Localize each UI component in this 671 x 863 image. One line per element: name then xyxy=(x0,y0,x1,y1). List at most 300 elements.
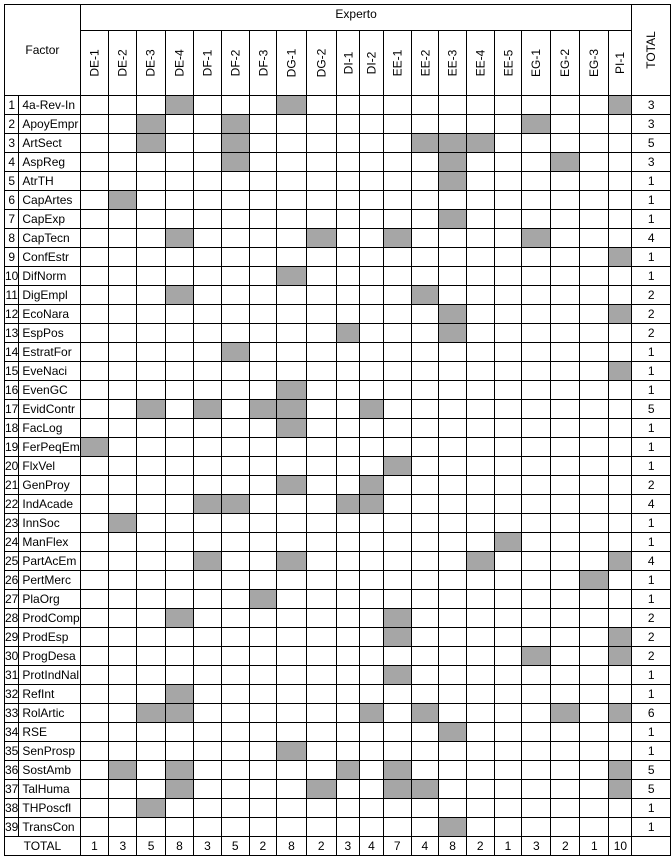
empty-cell xyxy=(336,305,360,324)
empty-cell xyxy=(194,723,222,742)
marked-cell xyxy=(306,780,336,799)
empty-cell xyxy=(551,571,580,590)
empty-cell xyxy=(165,419,193,438)
empty-cell xyxy=(194,742,222,761)
empty-cell xyxy=(165,514,193,533)
empty-cell xyxy=(466,799,494,818)
table-row xyxy=(5,723,671,742)
expert-code-label: EE-5 xyxy=(500,49,515,77)
empty-cell xyxy=(194,286,222,305)
empty-cell xyxy=(194,96,222,115)
marked-cell xyxy=(411,286,439,305)
empty-cell xyxy=(551,666,580,685)
empty-cell xyxy=(522,704,551,723)
empty-cell xyxy=(609,134,632,153)
empty-cell xyxy=(137,609,165,628)
empty-cell xyxy=(277,438,307,457)
factor-name: EspPos xyxy=(19,324,80,343)
empty-cell xyxy=(411,799,439,818)
row-total: 5 xyxy=(632,761,671,780)
empty-cell xyxy=(306,286,336,305)
empty-cell xyxy=(609,723,632,742)
empty-cell xyxy=(609,400,632,419)
empty-cell xyxy=(277,590,307,609)
empty-cell xyxy=(80,267,108,286)
factor-name: EvidContr xyxy=(19,400,80,419)
empty-cell xyxy=(494,761,522,780)
empty-cell xyxy=(336,267,360,286)
empty-cell xyxy=(277,799,307,818)
empty-cell xyxy=(411,818,439,837)
empty-cell xyxy=(109,590,137,609)
empty-cell xyxy=(383,476,411,495)
empty-cell xyxy=(137,685,165,704)
empty-cell xyxy=(221,419,249,438)
empty-cell xyxy=(109,134,137,153)
empty-cell xyxy=(466,324,494,343)
factor-number: 13 xyxy=(5,324,19,343)
empty-cell xyxy=(580,191,609,210)
empty-cell xyxy=(165,647,193,666)
empty-cell xyxy=(522,400,551,419)
empty-cell xyxy=(277,495,307,514)
factor-number: 35 xyxy=(5,742,19,761)
empty-cell xyxy=(411,172,439,191)
empty-cell xyxy=(80,343,108,362)
empty-cell xyxy=(336,343,360,362)
empty-cell xyxy=(194,799,222,818)
row-total: 2 xyxy=(632,305,671,324)
empty-cell xyxy=(80,685,108,704)
empty-cell xyxy=(466,495,494,514)
empty-cell xyxy=(221,457,249,476)
empty-cell xyxy=(137,495,165,514)
empty-cell xyxy=(494,723,522,742)
empty-cell xyxy=(109,647,137,666)
empty-cell xyxy=(580,362,609,381)
empty-cell xyxy=(249,115,277,134)
expert-column-header xyxy=(277,31,307,96)
empty-cell xyxy=(360,780,384,799)
empty-cell xyxy=(439,96,467,115)
factor-name: TransCon xyxy=(19,818,80,837)
empty-cell xyxy=(522,476,551,495)
table-row xyxy=(5,704,671,723)
empty-cell xyxy=(109,286,137,305)
empty-cell xyxy=(580,666,609,685)
empty-cell xyxy=(439,685,467,704)
empty-cell xyxy=(466,191,494,210)
empty-cell xyxy=(194,343,222,362)
row-total: 1 xyxy=(632,742,671,761)
empty-cell xyxy=(336,818,360,837)
table-row xyxy=(5,495,671,514)
empty-cell xyxy=(580,628,609,647)
empty-cell xyxy=(336,704,360,723)
empty-cell xyxy=(336,685,360,704)
empty-cell xyxy=(165,134,193,153)
empty-cell xyxy=(109,419,137,438)
empty-cell xyxy=(221,286,249,305)
empty-cell xyxy=(137,818,165,837)
marked-cell xyxy=(360,476,384,495)
empty-cell xyxy=(522,153,551,172)
factor-number: 24 xyxy=(5,533,19,552)
empty-cell xyxy=(306,590,336,609)
empty-cell xyxy=(439,400,467,419)
empty-cell xyxy=(551,476,580,495)
empty-cell xyxy=(336,362,360,381)
empty-cell xyxy=(551,818,580,837)
empty-cell xyxy=(494,799,522,818)
empty-cell xyxy=(360,172,384,191)
expert-column-header xyxy=(194,31,222,96)
empty-cell xyxy=(137,286,165,305)
marked-cell xyxy=(221,495,249,514)
marked-cell xyxy=(439,305,467,324)
empty-cell xyxy=(439,248,467,267)
table-row xyxy=(5,590,671,609)
empty-cell xyxy=(551,780,580,799)
empty-cell xyxy=(221,647,249,666)
factor-number: 34 xyxy=(5,723,19,742)
row-total: 4 xyxy=(632,229,671,248)
empty-cell xyxy=(466,96,494,115)
empty-cell xyxy=(466,172,494,191)
empty-cell xyxy=(249,799,277,818)
empty-cell xyxy=(306,666,336,685)
column-total: 3 xyxy=(336,837,360,856)
empty-cell xyxy=(137,533,165,552)
table-row xyxy=(5,115,671,134)
empty-cell xyxy=(109,685,137,704)
empty-cell xyxy=(165,400,193,419)
empty-cell xyxy=(411,362,439,381)
empty-cell xyxy=(80,761,108,780)
empty-cell xyxy=(360,571,384,590)
empty-cell xyxy=(109,495,137,514)
factor-name: DifNorm xyxy=(19,267,80,286)
factor-name: EcoNara xyxy=(19,305,80,324)
empty-cell xyxy=(221,514,249,533)
marked-cell xyxy=(609,761,632,780)
empty-cell xyxy=(466,476,494,495)
marked-cell xyxy=(551,153,580,172)
empty-cell xyxy=(580,381,609,400)
empty-cell xyxy=(439,191,467,210)
empty-cell xyxy=(609,609,632,628)
empty-cell xyxy=(137,324,165,343)
empty-cell xyxy=(109,438,137,457)
empty-cell xyxy=(194,818,222,837)
factor-name: ManFlex xyxy=(19,533,80,552)
expert-column-header xyxy=(336,31,360,96)
row-total: 2 xyxy=(632,609,671,628)
empty-cell xyxy=(221,818,249,837)
empty-cell xyxy=(466,723,494,742)
expert-column-header xyxy=(221,31,249,96)
empty-cell xyxy=(551,552,580,571)
empty-cell xyxy=(494,229,522,248)
empty-cell xyxy=(277,666,307,685)
empty-cell xyxy=(411,96,439,115)
empty-cell xyxy=(580,248,609,267)
factor-name: RefInt xyxy=(19,685,80,704)
empty-cell xyxy=(551,172,580,191)
factor-name: RolArtic xyxy=(19,704,80,723)
empty-cell xyxy=(522,457,551,476)
empty-cell xyxy=(80,495,108,514)
empty-cell xyxy=(194,229,222,248)
empty-cell xyxy=(194,115,222,134)
marked-cell xyxy=(277,552,307,571)
empty-cell xyxy=(494,286,522,305)
empty-cell xyxy=(466,362,494,381)
empty-cell xyxy=(522,191,551,210)
marked-cell xyxy=(466,134,494,153)
factor-name: FacLog xyxy=(19,419,80,438)
empty-cell xyxy=(439,799,467,818)
empty-cell xyxy=(137,571,165,590)
empty-cell xyxy=(466,533,494,552)
empty-cell xyxy=(109,229,137,248)
empty-cell xyxy=(249,305,277,324)
empty-cell xyxy=(411,343,439,362)
empty-cell xyxy=(165,666,193,685)
factor-number: 23 xyxy=(5,514,19,533)
empty-cell xyxy=(383,305,411,324)
factor-number: 9 xyxy=(5,248,19,267)
empty-cell xyxy=(194,685,222,704)
empty-cell xyxy=(221,248,249,267)
marked-cell xyxy=(277,742,307,761)
empty-cell xyxy=(383,818,411,837)
empty-cell xyxy=(137,723,165,742)
empty-cell xyxy=(360,267,384,286)
empty-cell xyxy=(439,552,467,571)
empty-cell xyxy=(80,666,108,685)
empty-cell xyxy=(165,533,193,552)
empty-cell xyxy=(494,647,522,666)
empty-cell xyxy=(137,381,165,400)
factor-number: 27 xyxy=(5,590,19,609)
expert-column-header xyxy=(109,31,137,96)
row-total: 1 xyxy=(632,191,671,210)
empty-cell xyxy=(306,248,336,267)
empty-cell xyxy=(306,191,336,210)
empty-cell xyxy=(411,457,439,476)
empty-cell xyxy=(609,666,632,685)
empty-cell xyxy=(494,324,522,343)
empty-cell xyxy=(80,628,108,647)
empty-cell xyxy=(522,495,551,514)
factor-name: TalHuma xyxy=(19,780,80,799)
empty-cell xyxy=(411,628,439,647)
empty-cell xyxy=(249,666,277,685)
empty-cell xyxy=(411,609,439,628)
empty-cell xyxy=(80,742,108,761)
table-row xyxy=(5,362,671,381)
empty-cell xyxy=(165,381,193,400)
empty-cell xyxy=(221,191,249,210)
empty-cell xyxy=(249,267,277,286)
empty-cell xyxy=(360,305,384,324)
empty-cell xyxy=(494,191,522,210)
marked-cell xyxy=(609,780,632,799)
empty-cell xyxy=(580,799,609,818)
empty-cell xyxy=(383,647,411,666)
empty-cell xyxy=(360,666,384,685)
expert-code-label: DE-4 xyxy=(172,49,187,77)
row-total: 1 xyxy=(632,590,671,609)
empty-cell xyxy=(580,96,609,115)
empty-cell xyxy=(306,400,336,419)
empty-cell xyxy=(109,210,137,229)
empty-cell xyxy=(221,476,249,495)
empty-cell xyxy=(383,590,411,609)
row-total: 1 xyxy=(632,514,671,533)
empty-cell xyxy=(383,191,411,210)
empty-cell xyxy=(383,514,411,533)
empty-cell xyxy=(80,704,108,723)
empty-cell xyxy=(383,96,411,115)
empty-cell xyxy=(466,666,494,685)
empty-cell xyxy=(439,229,467,248)
empty-cell xyxy=(109,742,137,761)
empty-cell xyxy=(80,514,108,533)
empty-cell xyxy=(306,134,336,153)
empty-cell xyxy=(194,191,222,210)
empty-cell xyxy=(137,761,165,780)
empty-cell xyxy=(522,210,551,229)
empty-cell xyxy=(306,647,336,666)
empty-cell xyxy=(194,476,222,495)
row-total: 6 xyxy=(632,704,671,723)
empty-cell xyxy=(439,514,467,533)
empty-cell xyxy=(439,438,467,457)
empty-cell xyxy=(221,438,249,457)
expert-column-header xyxy=(466,31,494,96)
empty-cell xyxy=(551,495,580,514)
empty-cell xyxy=(383,362,411,381)
empty-cell xyxy=(336,647,360,666)
empty-cell xyxy=(383,134,411,153)
empty-cell xyxy=(551,590,580,609)
empty-cell xyxy=(466,153,494,172)
factor-name: THPoscfl xyxy=(19,799,80,818)
empty-cell xyxy=(466,438,494,457)
empty-cell xyxy=(494,666,522,685)
expert-code-label: EE-1 xyxy=(390,49,405,77)
empty-cell xyxy=(522,818,551,837)
expert-code-label: EG-3 xyxy=(587,48,602,78)
empty-cell xyxy=(249,685,277,704)
empty-cell xyxy=(165,590,193,609)
empty-cell xyxy=(466,457,494,476)
empty-cell xyxy=(306,476,336,495)
empty-cell xyxy=(551,742,580,761)
empty-cell xyxy=(609,818,632,837)
empty-cell xyxy=(137,96,165,115)
marked-cell xyxy=(383,457,411,476)
expert-factor-matrix xyxy=(4,4,671,856)
empty-cell xyxy=(277,457,307,476)
empty-cell xyxy=(80,799,108,818)
expert-code-label: DG-2 xyxy=(314,48,329,78)
empty-cell xyxy=(580,210,609,229)
empty-cell xyxy=(383,419,411,438)
empty-cell xyxy=(439,761,467,780)
total-column-header xyxy=(632,5,671,96)
row-total: 1 xyxy=(632,419,671,438)
empty-cell xyxy=(221,210,249,229)
empty-cell xyxy=(494,742,522,761)
marked-cell xyxy=(522,229,551,248)
empty-cell xyxy=(411,647,439,666)
marked-cell xyxy=(609,628,632,647)
marked-cell xyxy=(137,799,165,818)
empty-cell xyxy=(609,381,632,400)
empty-cell xyxy=(249,96,277,115)
empty-cell xyxy=(466,381,494,400)
empty-cell xyxy=(109,96,137,115)
empty-cell xyxy=(165,476,193,495)
empty-cell xyxy=(551,438,580,457)
expert-column-header xyxy=(522,31,551,96)
empty-cell xyxy=(306,457,336,476)
empty-cell xyxy=(194,761,222,780)
empty-cell xyxy=(221,305,249,324)
empty-cell xyxy=(277,780,307,799)
table-row xyxy=(5,476,671,495)
empty-cell xyxy=(249,742,277,761)
empty-cell xyxy=(439,267,467,286)
row-total: 1 xyxy=(632,172,671,191)
empty-cell xyxy=(360,685,384,704)
empty-cell xyxy=(137,457,165,476)
empty-cell xyxy=(439,628,467,647)
empty-cell xyxy=(249,476,277,495)
empty-cell xyxy=(249,495,277,514)
empty-cell xyxy=(439,533,467,552)
row-total: 4 xyxy=(632,495,671,514)
empty-cell xyxy=(383,400,411,419)
factor-number: 11 xyxy=(5,286,19,305)
empty-cell xyxy=(383,343,411,362)
empty-cell xyxy=(411,533,439,552)
empty-cell xyxy=(137,666,165,685)
empty-cell xyxy=(439,115,467,134)
empty-cell xyxy=(336,438,360,457)
column-total: 2 xyxy=(466,837,494,856)
empty-cell xyxy=(336,723,360,742)
marked-cell xyxy=(306,229,336,248)
empty-cell xyxy=(522,761,551,780)
empty-cell xyxy=(360,742,384,761)
empty-cell xyxy=(194,134,222,153)
expert-code-label: EE-4 xyxy=(473,49,488,77)
marked-cell xyxy=(383,229,411,248)
empty-cell xyxy=(383,799,411,818)
empty-cell xyxy=(336,571,360,590)
empty-cell xyxy=(221,780,249,799)
empty-cell xyxy=(411,210,439,229)
expert-column-header xyxy=(439,31,467,96)
empty-cell xyxy=(80,381,108,400)
column-total: 8 xyxy=(165,837,193,856)
empty-cell xyxy=(137,153,165,172)
empty-cell xyxy=(249,552,277,571)
